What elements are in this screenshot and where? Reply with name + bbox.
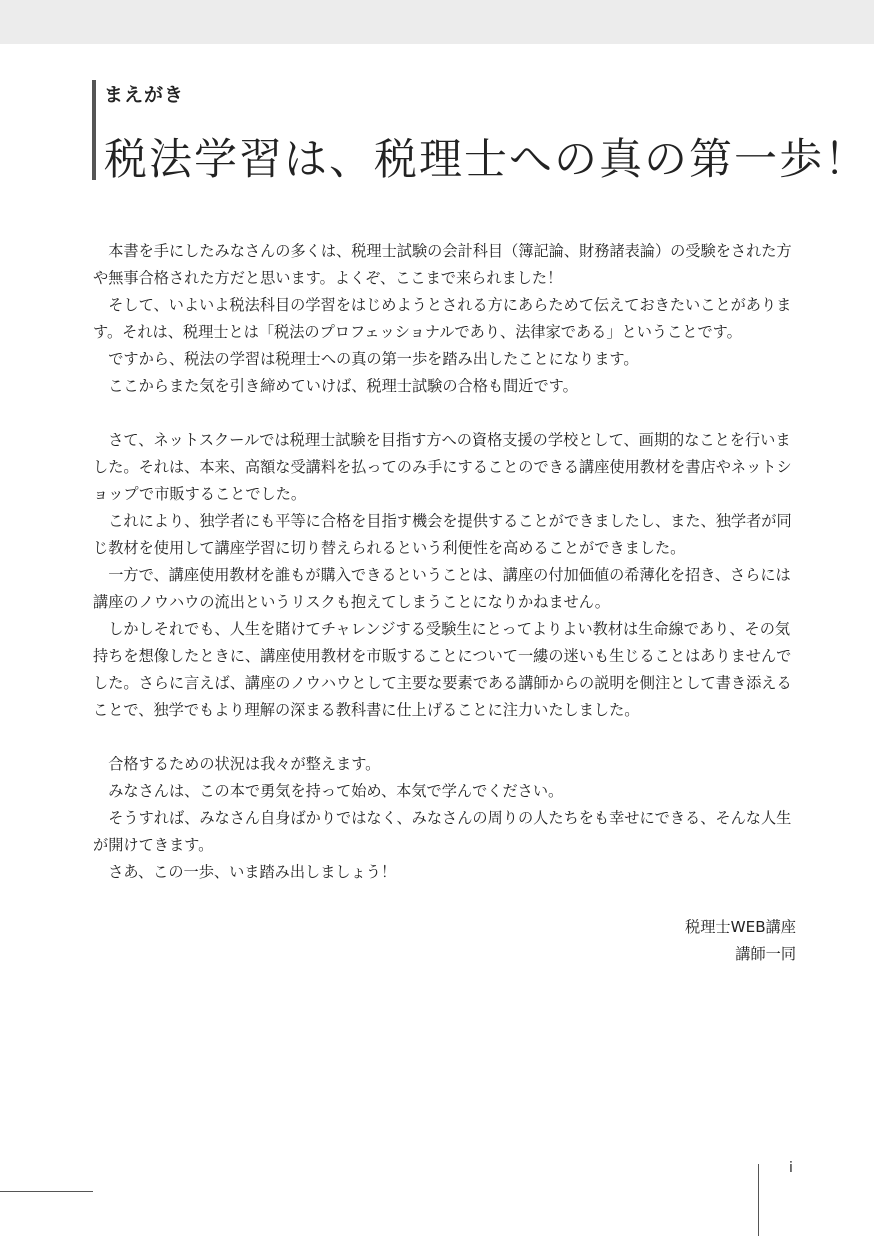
paragraph-gap <box>93 724 805 751</box>
paragraph: みなさんは、この本で勇気を持って始め、本気で学んでください。 <box>108 782 564 800</box>
heading-block <box>92 80 869 185</box>
page-title: 税法学習は、税理士への真の第一歩！ <box>104 135 869 185</box>
signature-staff: 講師一同 <box>735 945 796 963</box>
paragraph: これにより、独学者にも平等に合格を目指す機会を提供することができましたし、また、独学者が同じ教材を使用して講座学習に切り替えられるという利便性を高めることができました。 <box>93 512 792 557</box>
paragraph: ここからまた気を引き締めていけば、税理士試験の合格も間近です。 <box>108 377 578 395</box>
top-band <box>0 0 874 44</box>
paragraph: 合格するための状況は我々が整えます。 <box>108 755 381 773</box>
paragraph: そうすれば、みなさん自身ばかりではなく、みなさんの周りの人たちをも幸せにできる、そんな人生が開けてきます。 <box>93 809 792 854</box>
paragraph: さて、ネットスクールでは税理士試験を目指す方への資格支援の学校として、画期的なことを行いました。それは、本来、高額な受講料を払ってのみ手にすることのできる講座使用教材を書店やネットショップで市販することでした。 <box>93 431 792 503</box>
footer-vertical-rule <box>758 1164 759 1236</box>
page-number: i <box>789 1160 793 1176</box>
paragraph: そして、いよいよ税法科目の学習をはじめようとされる方にあらためて伝えておきたいことがあります。それは、税理士とは「税法のプロフェッショナルであり、法律家である」ということです。 <box>93 296 792 341</box>
body-text <box>93 238 805 886</box>
paragraph: さあ、この一歩、いま踏み出しましょう！ <box>108 863 397 881</box>
paragraph: 本書を手にしたみなさんの多くは、税理士試験の会計科目（簿記論、財務諸表論）の受験をされた方や無事合格された方だと思います。よくぞ、ここまで来られました！ <box>93 242 792 287</box>
paragraph-gap <box>93 400 805 427</box>
paragraph: ですから、税法の学習は税理士への真の第一歩を踏み出したことになります。 <box>108 350 639 368</box>
paragraph: 一方で、講座使用教材を誰もが購入できるということは、講座の付加価値の希薄化を招き、さらには講座のノウハウの流出というリスクも抱えてしまうことになりかねません。 <box>93 566 791 611</box>
signature <box>685 914 796 968</box>
signature-organization: 税理士WEB講座 <box>685 918 796 936</box>
footer-horizontal-rule <box>0 1191 93 1192</box>
paragraph: しかしそれでも、人生を賭けてチャレンジする受験生にとってよりよい教材は生命線であり、その気持ちを想像したときに、講座使用教材を市販することについて一縷の迷いも生じることはありませんでした。さらに言えば、講座のノウハウとして主要な要素である講師からの説明を側注として書き添えることで、独学でもより理解の深まる教科書に仕上げることに注力いたしました。 <box>93 620 792 719</box>
section-kicker: まえがき <box>104 84 185 106</box>
